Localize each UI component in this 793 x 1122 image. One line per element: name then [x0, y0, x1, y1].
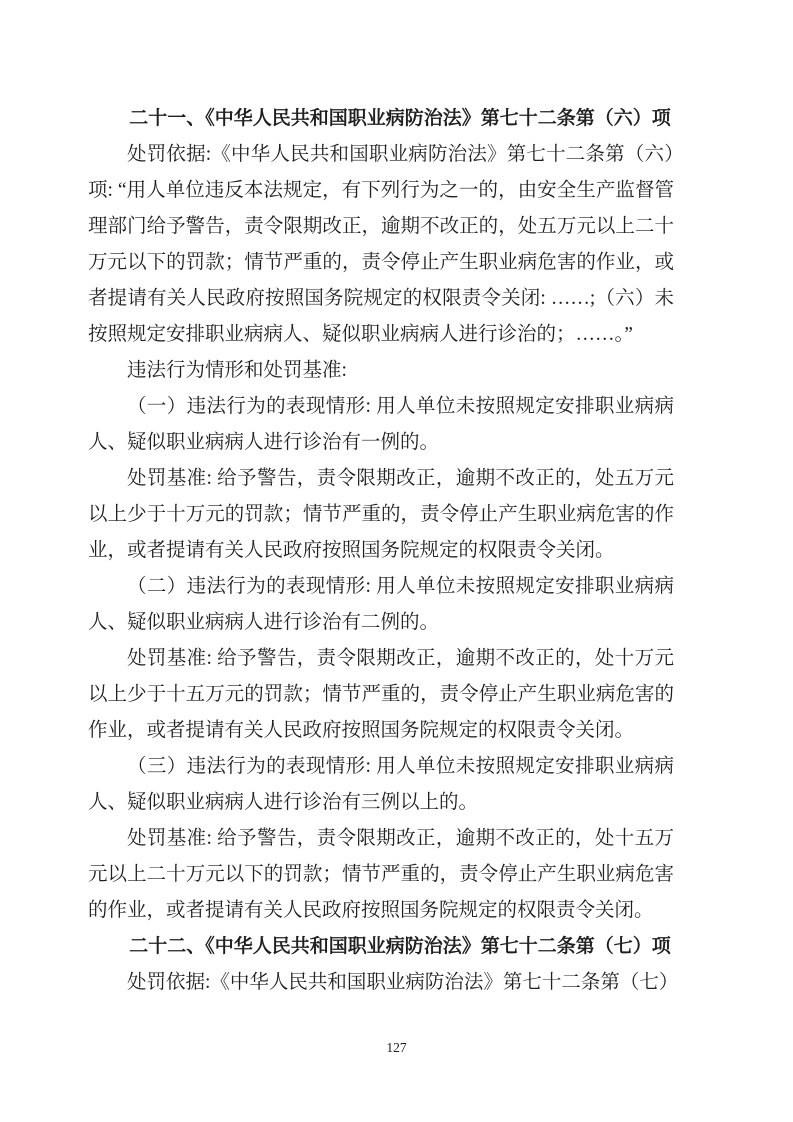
document-content: [88, 101, 679, 1001]
paragraph-penalty-benchmark-2: 处罚基准: 给予警告，责令限期改正，逾期不改正的，处十万元以上少于十五万元的罚款；情节严重的，责令停止产生职业病危害的作业，或者提请有关人民政府按照国务院规定的权限责令关闭。: [88, 648, 674, 741]
heading-article-72-item-6: 二十一、《中华人民共和国职业病防治法》第七十二条第（六）项: [129, 108, 671, 129]
paragraph-violation-and-penalty-benchmarks-label: 违法行为情形和处罚基准:: [127, 360, 347, 381]
paragraph-penalty-benchmark-3: 处罚基准: 给予警告，责令限期改正，逾期不改正的，处十五万元以上二十万元以下的罚款；情节严重的，责令停止产生职业病危害的作业，或者提请有关人民政府按照国务院规定的权限责令关闭。: [88, 828, 674, 921]
paragraph-penalty-benchmark-1: 处罚基准: 给予警告，责令限期改正，逾期不改正的，处五万元以上少于十万元的罚款；情节严重的，责令停止产生职业病危害的作业，或者提请有关人民政府按照国务院规定的权限责令关闭。: [88, 468, 674, 561]
heading-article-72-item-7: 二十二、《中华人民共和国职业病防治法》第七十二条第（七）项: [129, 936, 671, 957]
paragraph-violation-case-3: （三）违法行为的表现情形: 用人单位未按照规定安排职业病病人、疑似职业病病人进行诊治有三例以上的。: [88, 756, 674, 813]
paragraph-penalty-basis-item-6: 处罚依据:《中华人民共和国职业病防治法》第七十二条第（六）项: “用人单位违反本法规定，有下列行为之一的，由安全生产监督管理部门给予警告，责令限期改正，逾期不改正的，处五万元以上二十万元以下的罚款；情节严重的，责令停止产生职业病危害的作业，或者提请有关人民政府按照国务院规定的权限责令关闭: ……;（六）未按照规定安排职业病病人、疑似职业病病人进行诊治的；……。”: [88, 144, 674, 345]
page-number: 127: [386, 1040, 407, 1055]
paragraph-violation-case-2: （二）违法行为的表现情形: 用人单位未按照规定安排职业病病人、疑似职业病病人进行诊治有二例的。: [88, 576, 674, 633]
paragraph-penalty-basis-item-7: 处罚依据:《中华人民共和国职业病防治法》第七十二条第（七）: [127, 972, 679, 993]
paragraph-violation-case-1: （一）违法行为的表现情形: 用人单位未按照规定安排职业病病人、疑似职业病病人进行诊治有一例的。: [88, 396, 674, 453]
